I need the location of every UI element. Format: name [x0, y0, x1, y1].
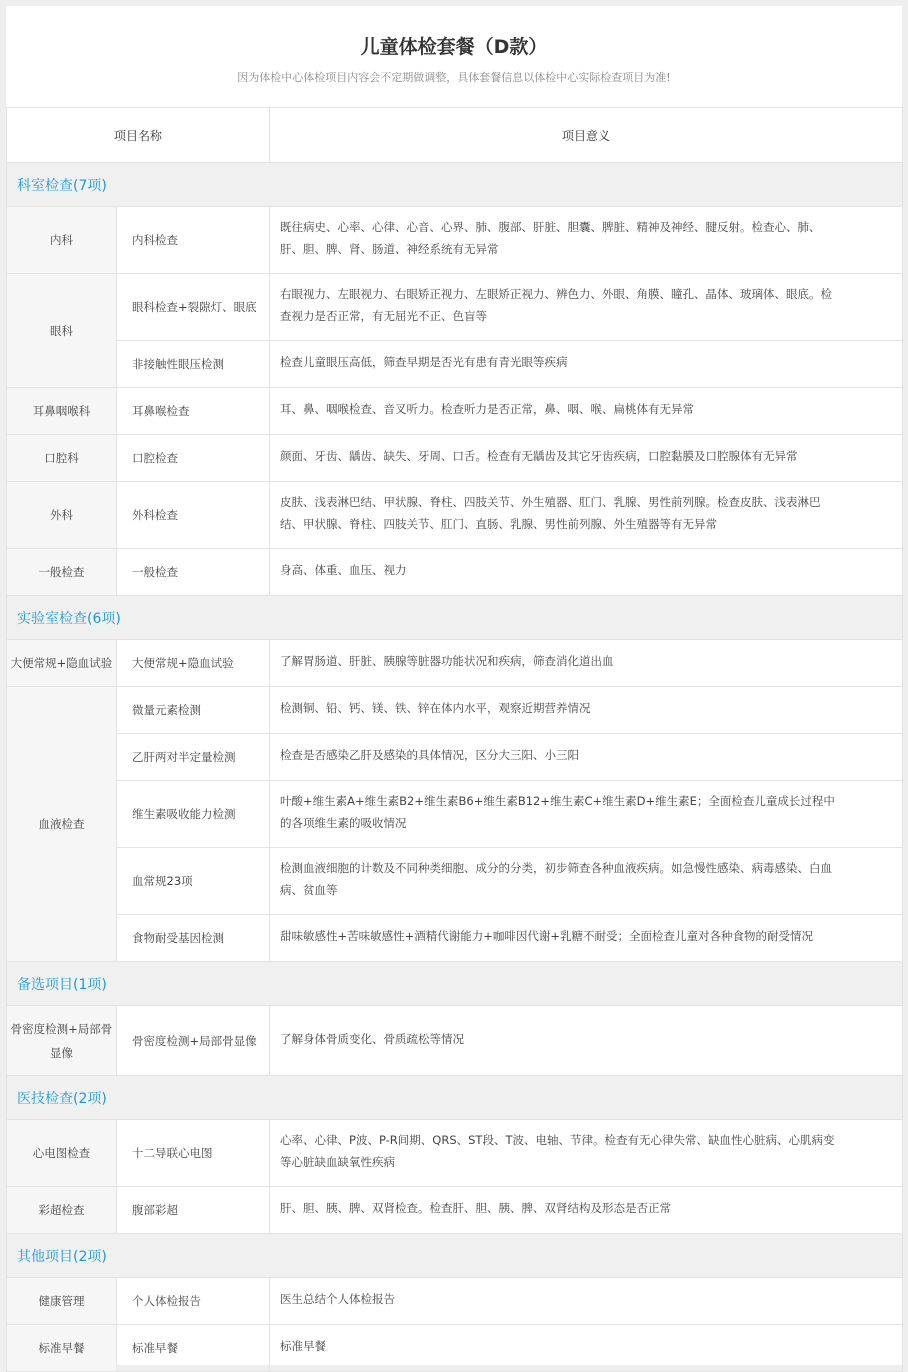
item-meaning-text: 检测血液细胞的计数及不同种类细胞、成分的分类，初步筛查各种血液疾病。如急慢性感染、病毒感染、白血病、贫血等 — [280, 861, 833, 897]
item-meaning-cell — [270, 1278, 903, 1325]
item-name-cell: 大便常规+隐血试验 — [117, 640, 270, 687]
department-cell: 内科 — [7, 207, 117, 274]
item-meaning-cell — [270, 388, 903, 435]
item-name-cell: 外科检查 — [117, 482, 270, 549]
section-row — [7, 163, 903, 207]
item-name-cell: 血常规23项 — [117, 848, 270, 915]
section-title: 其他项目(2项) — [7, 1234, 903, 1278]
table-body — [7, 163, 903, 1372]
item-name-cell: 腹部彩超 — [117, 1187, 270, 1234]
table-row — [7, 640, 903, 687]
table-row — [7, 734, 903, 781]
table-row — [7, 388, 903, 435]
item-name-cell: 眼科检查+裂隙灯、眼底 — [117, 274, 270, 341]
item-meaning-text: 检查儿童眼压高低，筛查早期是否光有患有青光眼等疾病 — [280, 355, 568, 369]
department-cell: 外科 — [7, 482, 117, 549]
item-name-cell: 维生素吸收能力检测 — [117, 781, 270, 848]
item-name-cell: 骨密度检测+局部骨显像 — [117, 1006, 270, 1076]
table-row — [7, 1120, 903, 1187]
item-name-cell: 耳鼻喉检查 — [117, 388, 270, 435]
item-name-cell: 乙肝两对半定量检测 — [117, 734, 270, 781]
item-meaning-text: 标准早餐 — [280, 1339, 327, 1353]
page-title: 儿童体检套餐（D款） — [360, 36, 548, 58]
item-meaning-cell — [270, 915, 903, 962]
section-title: 科室检查(7项) — [7, 163, 903, 207]
page-subtitle: 因为体检中心体检项目内容会不定期做调整，具体套餐信息以体检中心实际检查项目为准! — [237, 71, 671, 84]
item-meaning-cell — [270, 435, 903, 482]
item-meaning-text: 右眼视力、左眼视力、右眼矫正视力、左眼矫正视力、辨色力、外眼、角膜、瞳孔、晶体、玻璃体、眼底。检查视力是否正常，有无屈光不正、色盲等 — [280, 287, 833, 323]
item-meaning-cell — [270, 1006, 903, 1076]
department-cell: 彩超检查 — [7, 1187, 117, 1234]
column-header-name: 项目名称 — [7, 108, 270, 163]
item-meaning-cell — [270, 341, 903, 388]
column-header-meaning: 项目意义 — [270, 108, 903, 163]
item-name-cell: 一般检查 — [117, 549, 270, 596]
table-row — [7, 1187, 903, 1234]
item-meaning-text: 耳、鼻、咽喉检查、音叉听力。检查听力是否正常，鼻、咽、喉、扁桃体有无异常 — [280, 402, 695, 416]
table-row — [7, 848, 903, 915]
item-meaning-text: 检查是否感染乙肝及感染的具体情况，区分大三阳、小三阳 — [280, 748, 580, 762]
table-row — [7, 341, 903, 388]
item-meaning-text: 身高、体重、血压、视力 — [280, 563, 407, 577]
department-cell: 耳鼻咽喉科 — [7, 388, 117, 435]
item-meaning-cell — [270, 687, 903, 734]
item-meaning-text: 肝、胆、胰、脾、双肾检查。检查肝、胆、胰、脾、双肾结构及形态是否正常 — [280, 1201, 672, 1215]
page-header — [6, 6, 902, 107]
package-table — [6, 107, 903, 1372]
item-meaning-cell — [270, 207, 903, 274]
item-name-cell: 食物耐受基因检测 — [117, 915, 270, 962]
item-meaning-text: 既往病史、心率、心律、心音、心界、肺、腹部、肝脏、胆囊、脾脏、精神及神经、腱反射。检查心、肺、肝、胆、脾、肾、肠道、神经系统有无异常 — [280, 220, 821, 256]
table-row — [7, 781, 903, 848]
item-meaning-text: 医生总结个人体检报告 — [280, 1292, 396, 1306]
item-meaning-cell — [270, 640, 903, 687]
table-row — [7, 687, 903, 734]
item-meaning-cell — [270, 274, 903, 341]
department-cell: 骨密度检测+局部骨显像 — [7, 1006, 117, 1076]
section-row — [7, 596, 903, 640]
table-row — [7, 435, 903, 482]
item-meaning-text: 叶酸+维生素A+维生素B2+维生素B6+维生素B12+维生素C+维生素D+维生素E；全面检查儿童成长过程中的各项维生素的吸收情况 — [280, 794, 835, 830]
department-cell: 标准早餐 — [7, 1325, 117, 1372]
table-row — [7, 549, 903, 596]
table-header-row — [7, 108, 903, 163]
section-row — [7, 1076, 903, 1120]
department-cell: 心电图检查 — [7, 1120, 117, 1187]
table-row — [7, 915, 903, 962]
item-meaning-text: 皮肤、浅表淋巴结、甲状腺、脊柱、四肢关节、外生殖器、肛门、乳腺、男性前列腺。检查皮肤、浅表淋巴结、甲状腺、脊柱、四肢关节、肛门、直肠、乳腺、男性前列腺、外生殖器等有无异常 — [280, 495, 821, 531]
item-meaning-cell — [270, 848, 903, 915]
item-name-cell: 标准早餐 — [117, 1325, 270, 1372]
item-meaning-text: 检测铜、铅、钙、镁、铁、锌在体内水平，观察近期营养情况 — [280, 701, 591, 715]
item-meaning-text: 了解胃肠道、肝脏、胰腺等脏器功能状况和疾病，筛查消化道出血 — [280, 654, 614, 668]
table-row — [7, 1325, 903, 1372]
item-name-cell: 口腔检查 — [117, 435, 270, 482]
item-name-cell: 内科检查 — [117, 207, 270, 274]
item-meaning-cell — [270, 781, 903, 848]
item-meaning-cell — [270, 549, 903, 596]
item-name-cell: 个人体检报告 — [117, 1278, 270, 1325]
item-meaning-text: 了解身体骨质变化、骨质疏松等情况 — [280, 1031, 465, 1046]
department-cell: 血液检查 — [7, 687, 117, 962]
table-row — [7, 1278, 903, 1325]
table-row — [7, 482, 903, 549]
item-meaning-text: 甜味敏感性+苦味敏感性+酒精代谢能力+咖啡因代谢+乳糖不耐受；全面检查儿童对各种食物的耐受情况 — [280, 929, 814, 943]
item-meaning-cell — [270, 1187, 903, 1234]
table-row — [7, 207, 903, 274]
item-meaning-cell — [270, 482, 903, 549]
section-row — [7, 1234, 903, 1278]
section-title: 医技检查(2项) — [7, 1076, 903, 1120]
item-meaning-cell — [270, 734, 903, 781]
package-panel — [6, 6, 902, 1365]
department-cell: 一般检查 — [7, 549, 117, 596]
table-row — [7, 274, 903, 341]
item-meaning-cell — [270, 1325, 903, 1372]
item-name-cell: 微量元素检测 — [117, 687, 270, 734]
department-cell: 眼科 — [7, 274, 117, 388]
item-meaning-cell — [270, 1120, 903, 1187]
section-row — [7, 962, 903, 1006]
item-meaning-text: 颜面、牙齿、龋齿、缺失、牙周、口舌。检查有无龋齿及其它牙齿疾病，口腔黏膜及口腔腺体有无异常 — [280, 449, 798, 463]
department-cell: 健康管理 — [7, 1278, 117, 1325]
item-meaning-text: 心率、心律、P波、P-R间期、QRS、ST段、T波、电轴、节律。检查有无心律失常、缺血性心脏病、心肌病变等心脏缺血缺氧性疾病 — [280, 1133, 835, 1169]
section-title: 实验室检查(6项) — [7, 596, 903, 640]
department-cell: 口腔科 — [7, 435, 117, 482]
department-cell: 大便常规+隐血试验 — [7, 640, 117, 687]
section-title: 备选项目(1项) — [7, 962, 903, 1006]
table-row — [7, 1006, 903, 1076]
item-name-cell: 十二导联心电图 — [117, 1120, 270, 1187]
item-name-cell: 非接触性眼压检测 — [117, 341, 270, 388]
